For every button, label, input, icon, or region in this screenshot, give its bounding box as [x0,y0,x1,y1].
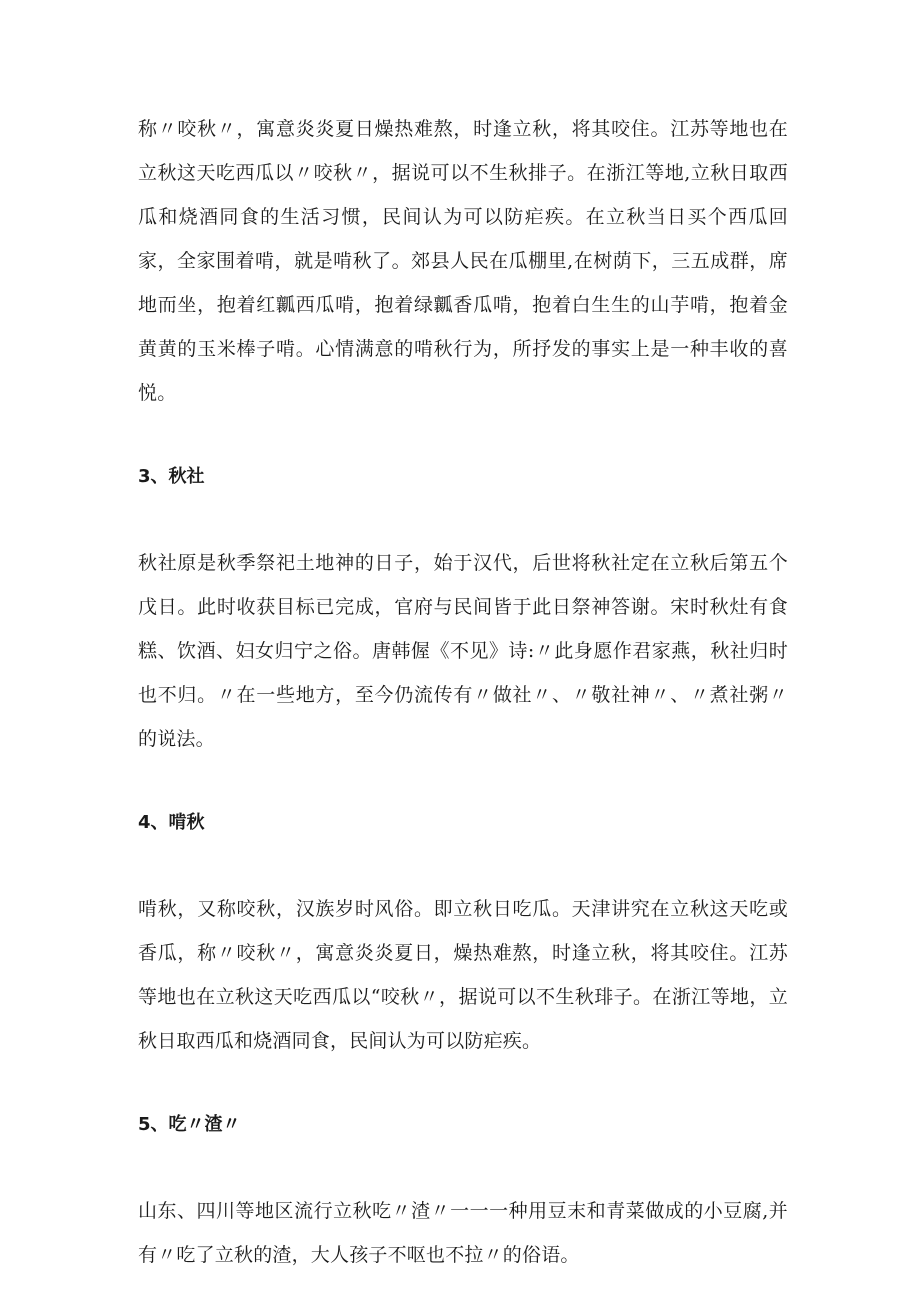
section-heading-chizha: 5、吃〃渣〃 [138,1114,241,1135]
spacer [138,415,788,455]
paragraph-kenqiu-watermelon: 称〃咬秋〃，寓意炎炎夏日燥热难熬，时逢立秋，将其咬住。江苏等地也在立秋这天吃西瓜以〃咬秋〃，据说可以不生秋排子。在浙江等地,立秋日取西瓜和烧酒同食的生活习惯，民间认为可以防疟疾。在立秋当日买个西瓜回家，全家围着啃，就是啃秋了。郊县人民在瓜棚里,在树荫下，三五成群，席地而坐，抱着红瓤西瓜啃，抱着绿瓤香瓜啃，抱着白生生的山芋啃，抱着金黄黄的玉米棒子啃。心情满意的啃秋行为，所抒发的事实上是一种丰收的喜悦。 [138,118,788,404]
paragraph-qiushe: 秋社原是秋季祭祀土地神的日子，始于汉代，后世将秋社定在立秋后第五个戊日。此时收获目标已完成，官府与民间皆于此日祭神答谢。宋时秋灶有食糕、饮酒、妇女归宁之俗。唐韩偓《不见》诗:〃此身愿作君家燕，秋社归时也不归。〃在一些地方，至今仍流传有〃做社〃、〃敬社神〃、〃煮社粥〃的说法。 [138,552,788,750]
spacer [138,1063,788,1103]
spacer [138,761,788,801]
section-heading-kenqiu: 4、啃秋 [138,812,205,833]
spacer [138,1147,788,1189]
spacer [138,499,788,541]
paragraph-kenqiu: 啃秋，又称咬秋，汉族岁时风俗。即立秋日吃瓜。天津讲究在立秋这天吃或香瓜，称〃咬秋〃，寓意炎炎夏日，燥热难熬，时逢立秋，将其咬住。江苏等地也在立秋这天吃西瓜以“咬秋〃，据说可以不生秋琲子。在浙江等地，立秋日取西瓜和烧酒同食，民间认为可以防疟疾。 [138,898,788,1052]
section-heading-qiushe: 3、秋社 [138,466,205,487]
spacer [138,845,788,887]
document-body [138,107,788,1277]
paragraph-chizha: 山东、四川等地区流行立秋吃〃渣〃一一一种用豆末和青菜做成的小豆腐,并有〃吃了立秋的渣，大人孩子不呕也不拉〃的俗语。 [138,1200,788,1266]
